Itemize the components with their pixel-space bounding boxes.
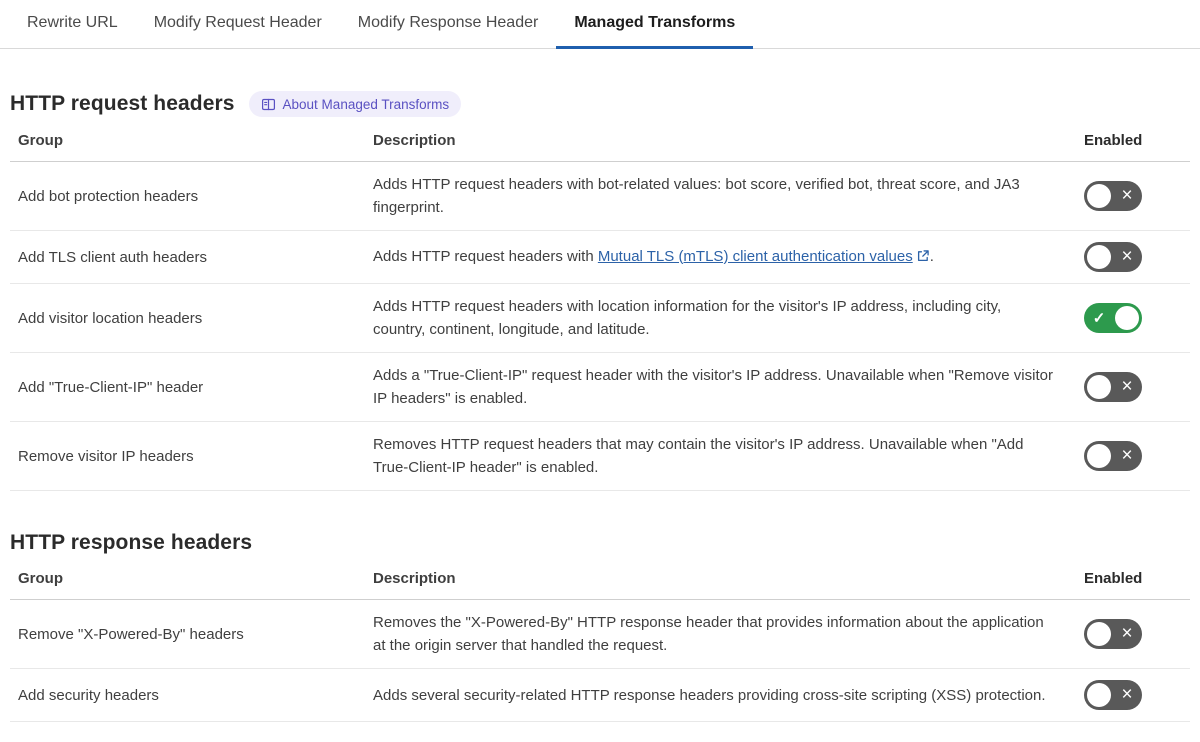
tab-rewrite-url[interactable]: Rewrite URL xyxy=(9,0,136,49)
row-enabled-cell xyxy=(1084,680,1190,710)
row-group-label: Add security headers xyxy=(18,686,159,704)
x-icon: × xyxy=(1121,444,1133,466)
enabled-toggle-off[interactable] xyxy=(1084,619,1142,649)
row-description: Removes HTTP request headers that may contain the visitor's IP address. Unavailable when "Add True-Client-IP header" is enabled. xyxy=(373,436,1024,476)
row-group-label: Add bot protection headers xyxy=(18,187,199,205)
toggle-knob xyxy=(1087,375,1111,399)
x-icon: × xyxy=(1121,683,1133,705)
enabled-toggle-off[interactable] xyxy=(1084,680,1142,710)
row-description: Adds HTTP request headers with Mutual TLS (mTLS) client authentication values . xyxy=(373,247,934,265)
transform-rules-tabbar xyxy=(0,0,1200,49)
column-header-enabled: Enabled xyxy=(1084,132,1143,149)
x-icon: × xyxy=(1121,622,1133,644)
toggle-knob xyxy=(1087,245,1111,269)
tab-modify-request-header[interactable]: Modify Request Header xyxy=(136,0,340,49)
toggle-knob xyxy=(1087,444,1111,468)
column-header-group: Group xyxy=(18,570,63,587)
x-icon: × xyxy=(1121,184,1133,206)
row-enabled-cell xyxy=(1084,441,1190,471)
response-headers-table xyxy=(10,567,1190,722)
toggle-knob xyxy=(1087,184,1111,208)
row-group-label: Remove visitor IP headers xyxy=(18,447,194,465)
enabled-toggle-on[interactable] xyxy=(1084,303,1142,333)
row-description: Removes the "X-Powered-By" HTTP response header that provides information about the application at the origin server that handled the request. xyxy=(373,614,1044,654)
enabled-toggle-off[interactable] xyxy=(1084,441,1142,471)
toggle-knob xyxy=(1087,622,1111,646)
table-row xyxy=(10,669,1190,722)
table-row xyxy=(10,162,1190,231)
about-managed-transforms-badge[interactable] xyxy=(249,91,462,117)
row-group-label: Add visitor location headers xyxy=(18,309,203,327)
table-row xyxy=(10,600,1190,669)
description-link[interactable]: Mutual TLS (mTLS) client authentication values xyxy=(597,247,913,265)
column-header-description: Description xyxy=(373,570,456,587)
row-enabled-cell xyxy=(1084,181,1190,211)
response-headers-section-head xyxy=(10,531,1190,555)
enabled-toggle-off[interactable] xyxy=(1084,372,1142,402)
request-headers-table xyxy=(10,129,1190,491)
response-headers-title: HTTP response headers xyxy=(10,531,253,554)
external-link-icon xyxy=(916,250,930,267)
x-icon: × xyxy=(1121,245,1133,267)
check-icon: ✓ xyxy=(1092,309,1106,327)
column-header-description: Description xyxy=(373,132,456,149)
request-headers-section-head xyxy=(10,91,1190,117)
table-row xyxy=(10,284,1190,353)
request-table-header xyxy=(10,129,1190,162)
row-group-label: Add TLS client auth headers xyxy=(18,248,208,266)
badge-label: About Managed Transforms xyxy=(282,96,450,112)
book-icon xyxy=(261,97,276,112)
toggle-knob xyxy=(1087,683,1111,707)
managed-transforms-panel xyxy=(0,91,1200,722)
row-description: Adds a "True-Client-IP" request header with the visitor's IP address. Unavailable when "Remove visitor IP headers" is enabled. xyxy=(373,367,1053,407)
row-enabled-cell xyxy=(1084,303,1190,333)
table-row xyxy=(10,353,1190,422)
row-description: Adds HTTP request headers with location information for the visitor's IP address, including city, country, continent, longitude, and latitude. xyxy=(373,298,1002,338)
row-enabled-cell xyxy=(1084,619,1190,649)
row-description: Adds several security-related HTTP response headers providing cross-site scripting (XSS) protection. xyxy=(373,686,1046,704)
x-icon: × xyxy=(1121,375,1133,397)
response-table-header xyxy=(10,567,1190,600)
tab-modify-response-header[interactable]: Modify Response Header xyxy=(340,0,557,49)
row-group-label: Add "True-Client-IP" header xyxy=(18,378,204,396)
column-header-enabled: Enabled xyxy=(1084,570,1143,587)
request-headers-title: HTTP request headers xyxy=(10,92,235,115)
column-header-group: Group xyxy=(18,132,63,149)
table-row xyxy=(10,231,1190,284)
enabled-toggle-off[interactable] xyxy=(1084,181,1142,211)
table-row xyxy=(10,422,1190,491)
toggle-knob xyxy=(1115,306,1139,330)
row-description: Adds HTTP request headers with bot-related values: bot score, verified bot, threat score, and JA3 fingerprint. xyxy=(373,176,1020,216)
row-enabled-cell xyxy=(1084,372,1190,402)
tab-managed-transforms[interactable]: Managed Transforms xyxy=(556,0,753,49)
row-enabled-cell xyxy=(1084,242,1190,272)
row-group-label: Remove "X-Powered-By" headers xyxy=(18,625,244,643)
enabled-toggle-off[interactable] xyxy=(1084,242,1142,272)
